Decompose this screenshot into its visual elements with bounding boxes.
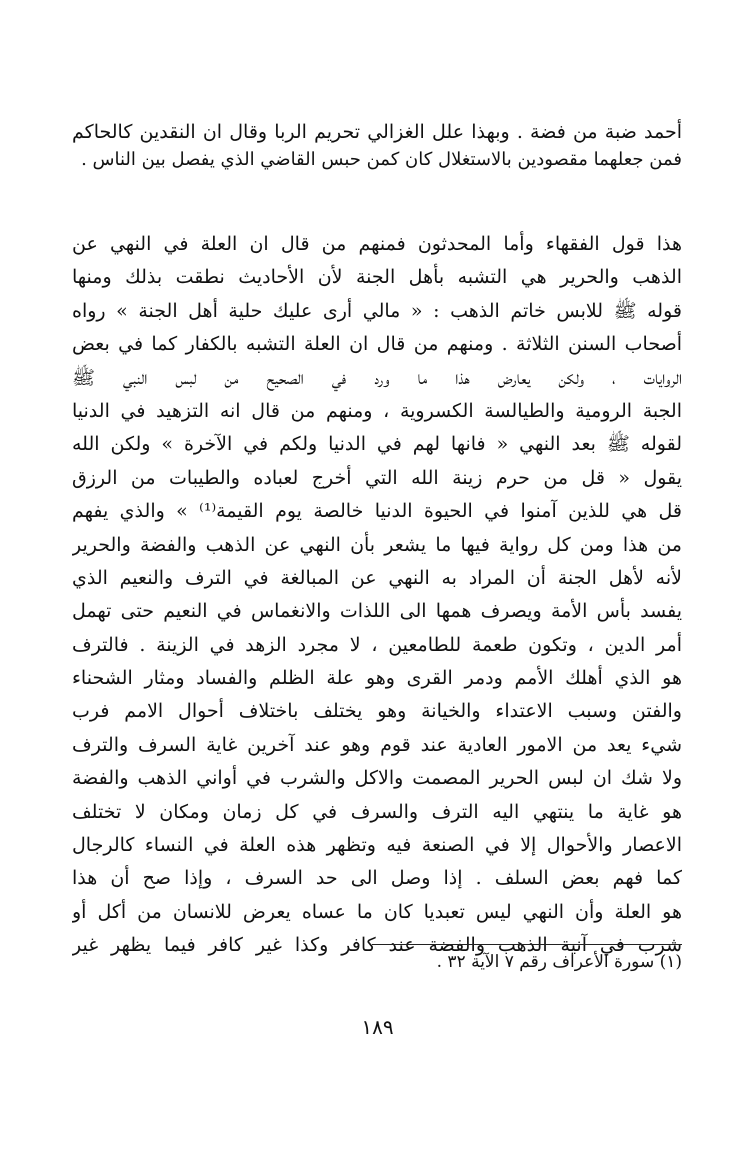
text-line: الاعصار والأحوال إلا في الصنعة فيه وتظهر هذه العلة في النساء كالرجال [72,834,682,857]
text-line: والفتن وسبب الاعتداء والخيانة وهو يختلف باختلاف أحوال الامم فرب [72,700,682,723]
text-line: ولا شك ان لبس الحرير المصمت والاكل والشرب في أواني الذهب والفضة [72,767,682,790]
text-line: من هذا ومن كل رواية فيها ما يشعر بأن النهي عن الذهب والفضة والحرير [72,533,682,556]
footnote-divider [372,944,682,945]
text-line: شرب في آنية الذهب والفضة عند كافر وكذا غير كافر فيما يظهر غير [72,934,682,957]
footnote: (١) سورة الأعراف رقم ٧ الآية ٣٢ . [436,952,682,972]
intro-paragraph [72,118,682,174]
text-line: يقول « قل من حرم زينة الله التي أخرج لعباده والطيبات من الرزق [72,466,682,489]
text-line: هذا قول الفقهاء وأما المحدثون فمنهم من قال ان العلة في النهي عن [72,233,682,255]
text-line: أحمد ضبة من فضة . وبهذا علل الغزالي تحريم الربا وقال ان النقدين كالحاكم [72,121,682,143]
text-line: لقوله ﷺ بعد النهي « فانها لهم في الدنيا ولكم في الآخرة » ولكن الله [72,433,682,456]
text-line: كما فهم بعض السلف . إذا وصل الى حد السرف ، وإذا صح أن هذا [72,867,682,890]
text-line: هو الذي أهلك الأمم ودمر القرى وهو علة الظلم والفساد ومثار الشحناء [72,667,682,690]
page-number: ١٨٩ [361,1015,394,1039]
text-line: فمن جعلهما مقصودين بالاستغلال كان كمن حبس القاضي الذي يفصل بين الناس . [81,149,682,170]
text-line: شيء يعد من الامور العادية عند قوم وهو عند آخرين غاية السرف والترف [72,733,682,756]
text-line: الذهب والحرير هي التشبه بأهل الجنة لأن الأحاديث نطقت بذلك ومنها [72,266,682,289]
text-line: أمر الدين ، وتكون طعمة للطامعين ، لا مجرد الزهد في الزينة . فالترف [72,633,682,656]
text-line: الجبة الرومية والطيالسة الكسروية ، ومنهم من قال انه التزهيد في الدنيا [72,399,682,422]
text-line: قل هي للذين آمنوا في الحيوة الدنيا خالصة يوم القيمة⁽¹⁾ » والذي يفهم [72,500,682,523]
text-line: قوله ﷺ للابس خاتم الذهب : « مالي أرى عليك حلية أهل الجنة » رواه [72,299,682,322]
text-line: هو غاية ما ينتهي اليه الترف والسرف في كل زمان ومكان لا تختلف [72,800,682,823]
text-line: هو العلة وأن النهي ليس تعبديا كان ما عساه يعرض للانسان من أكل أو [72,900,682,923]
main-paragraph [72,228,682,963]
text-line: الروايات ، ولكن يعارض هذا ما ورد في الصحيح من لبس النبي ﷺ [72,366,682,389]
text-line: لأنه لأهل الجنة أن المراد به النهي عن المبالغة في الترف والنعيم الذي [72,566,682,589]
text-line: أصحاب السنن الثلاثة . ومنهم من قال ان العلة التشبه بالكفار كما في بعض [72,333,682,356]
text-line: يفسد بأس الأمة ويصرف همها الى اللذات والانغماس في النعيم حتى تهمل [72,600,682,623]
